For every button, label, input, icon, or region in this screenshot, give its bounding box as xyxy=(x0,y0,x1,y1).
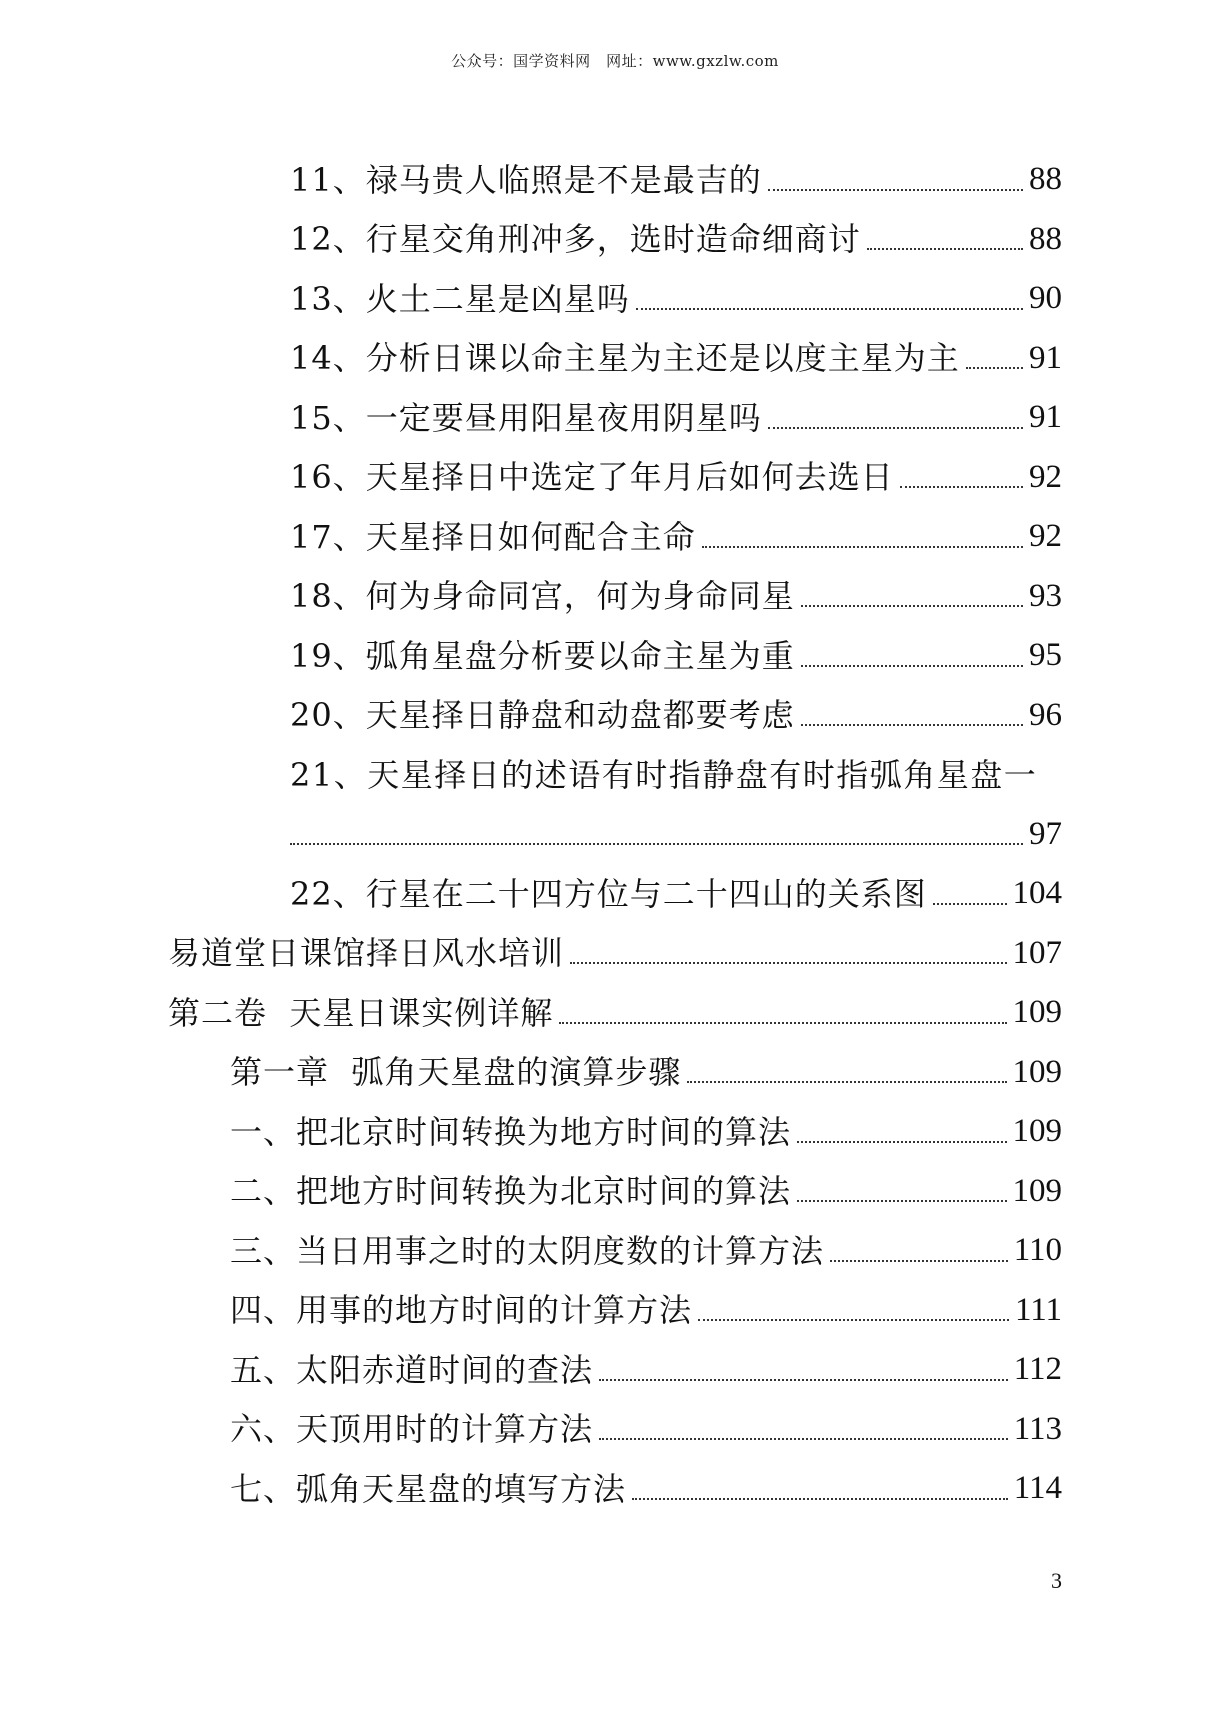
toc-entry[interactable] xyxy=(0,150,1230,210)
toc-entry[interactable] xyxy=(0,686,1230,746)
dot-leader xyxy=(559,1022,1006,1024)
toc-entry-title: 19、弧角星盘分析要以命主星为重 xyxy=(290,636,795,675)
toc-entry-title: 第一章 弧角天星盘的演算步骤 xyxy=(230,1053,682,1092)
toc-entry-page: 104 xyxy=(1012,875,1062,912)
dot-leader xyxy=(830,1260,1008,1262)
toc-entry-page: 90 xyxy=(1029,280,1062,317)
toc-entry-title: 易道堂日课馆择日风水培训 xyxy=(168,934,565,973)
toc-entry-page: 109 xyxy=(1012,1172,1062,1209)
toc-entry-page: 97 xyxy=(1029,815,1062,852)
toc-entry[interactable] xyxy=(0,1043,1230,1103)
dot-leader xyxy=(801,665,1023,667)
toc-entry[interactable] xyxy=(0,864,1230,924)
toc-entry-page: 96 xyxy=(1029,696,1062,733)
toc-entry-title: 一、把北京时间转换为地方时间的算法 xyxy=(230,1112,792,1151)
dot-leader xyxy=(801,724,1023,726)
toc-entry[interactable] xyxy=(0,269,1230,329)
dot-leader xyxy=(966,367,1023,369)
toc-entry-page: 91 xyxy=(1029,339,1062,376)
toc-entry-page: 91 xyxy=(1029,399,1062,436)
toc-entry-continuation[interactable] xyxy=(0,805,1230,865)
toc-entry-title: 七、弧角天星盘的填写方法 xyxy=(230,1469,627,1508)
toc-entry-title: 16、天星择日中选定了年月后如何去选日 xyxy=(290,458,894,497)
toc-entry-page: 113 xyxy=(1013,1410,1062,1447)
dot-leader xyxy=(900,486,1023,488)
dot-leader xyxy=(290,843,1023,845)
dot-leader xyxy=(632,1498,1008,1500)
toc-entry-title: 13、火土二星是凶星吗 xyxy=(290,279,630,318)
toc-entry-page: 95 xyxy=(1029,637,1062,674)
toc-entry[interactable] xyxy=(0,388,1230,448)
dot-leader xyxy=(698,1319,1009,1321)
toc-entry-page: 88 xyxy=(1029,220,1062,257)
toc-entry-title: 14、分析日课以命主星为主还是以度主星为主 xyxy=(290,339,960,378)
dot-leader xyxy=(768,427,1023,429)
toc-entry-title: 15、一定要昼用阳星夜用阴星吗 xyxy=(290,398,762,437)
toc-entry[interactable] xyxy=(0,924,1230,984)
toc-entry[interactable] xyxy=(0,1400,1230,1460)
dot-leader xyxy=(867,248,1023,250)
toc-entry[interactable] xyxy=(0,1281,1230,1341)
toc-entry[interactable] xyxy=(0,210,1230,270)
toc-entry[interactable] xyxy=(0,1102,1230,1162)
toc-entry-page: 107 xyxy=(1012,934,1062,971)
dot-leader xyxy=(599,1379,1008,1381)
toc-entry[interactable] xyxy=(0,1221,1230,1281)
toc-entry[interactable] xyxy=(0,1459,1230,1519)
dot-leader xyxy=(599,1438,1008,1440)
dot-leader xyxy=(768,189,1023,191)
dot-leader xyxy=(687,1081,1006,1083)
toc-entry-page: 109 xyxy=(1012,994,1062,1031)
page-header: 公众号：国学资料网 网址：www.gxzlw.com xyxy=(451,52,779,70)
dot-leader xyxy=(797,1200,1006,1202)
dot-leader xyxy=(933,903,1007,905)
dot-leader xyxy=(636,308,1023,310)
toc-entry-title: 二、把地方时间转换为北京时间的算法 xyxy=(230,1172,792,1211)
toc-entry-page: 109 xyxy=(1012,1113,1062,1150)
toc-entry-page: 112 xyxy=(1013,1351,1062,1388)
toc-entry-page: 93 xyxy=(1029,577,1062,614)
toc-entry[interactable] xyxy=(0,1340,1230,1400)
toc-entry[interactable] xyxy=(0,626,1230,686)
toc-entry-title: 22、行星在二十四方位与二十四山的关系图 xyxy=(290,874,927,913)
toc-entry[interactable] xyxy=(0,983,1230,1043)
toc-entry-title: 21、天星择日的述语有时指静盘有时指弧角星盘一 xyxy=(290,755,1038,794)
toc-entry-page: 92 xyxy=(1029,458,1062,495)
toc-entry-title: 11、禄马贵人临照是不是最吉的 xyxy=(290,160,762,199)
toc-entry[interactable] xyxy=(0,507,1230,567)
toc-entry[interactable] xyxy=(0,567,1230,627)
toc-entry-title: 12、行星交角刑冲多，选时造命细商讨 xyxy=(290,220,861,259)
dot-leader xyxy=(702,546,1023,548)
page-number: 3 xyxy=(1051,1568,1062,1593)
table-of-contents xyxy=(0,150,1230,1519)
toc-entry[interactable] xyxy=(0,1162,1230,1222)
toc-entry-page: 88 xyxy=(1029,161,1062,198)
toc-entry-page: 114 xyxy=(1013,1470,1062,1507)
toc-entry-title: 20、天星择日静盘和动盘都要考虑 xyxy=(290,696,795,735)
toc-entry[interactable] xyxy=(0,745,1230,805)
toc-entry-title: 三、当日用事之时的太阴度数的计算方法 xyxy=(230,1231,825,1270)
toc-entry[interactable] xyxy=(0,329,1230,389)
toc-entry-title: 17、天星择日如何配合主命 xyxy=(290,517,696,556)
toc-entry-title: 五、太阳赤道时间的查法 xyxy=(230,1350,594,1389)
dot-leader xyxy=(801,605,1023,607)
toc-entry-title: 第二卷 天星日课实例详解 xyxy=(168,993,554,1032)
toc-entry[interactable] xyxy=(0,448,1230,508)
toc-entry-page: 111 xyxy=(1014,1291,1062,1328)
dot-leader xyxy=(570,962,1006,964)
toc-entry-page: 92 xyxy=(1029,518,1062,555)
toc-entry-title: 18、何为身命同宫，何为身命同星 xyxy=(290,577,795,616)
toc-entry-title: 四、用事的地方时间的计算方法 xyxy=(230,1291,693,1330)
toc-entry-page: 109 xyxy=(1012,1053,1062,1090)
dot-leader xyxy=(797,1141,1006,1143)
toc-entry-title: 六、天顶用时的计算方法 xyxy=(230,1410,594,1449)
toc-entry-page: 110 xyxy=(1013,1232,1062,1269)
